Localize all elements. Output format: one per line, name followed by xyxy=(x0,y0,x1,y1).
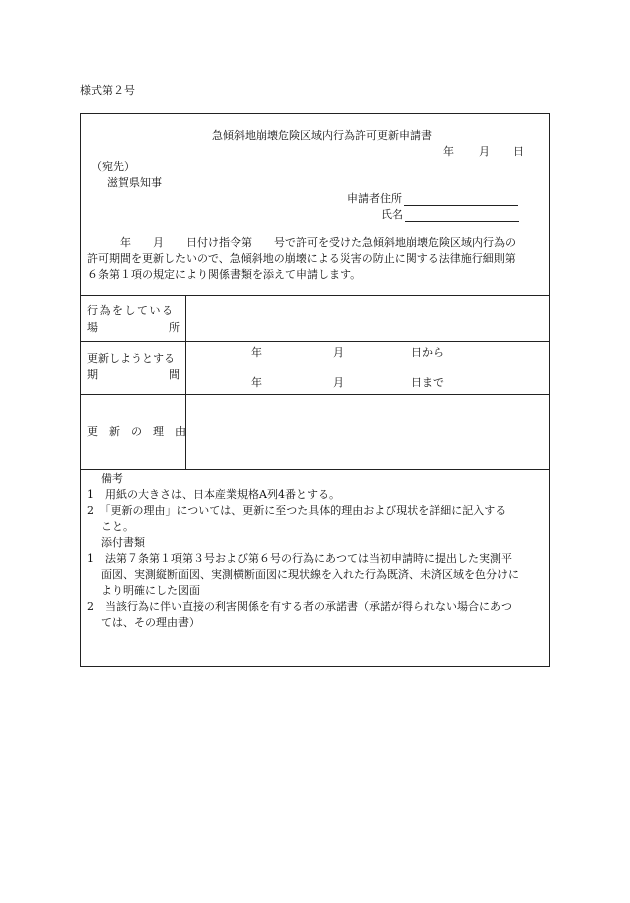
period-to-month: 月 xyxy=(333,376,344,389)
applicant-address[interactable] xyxy=(347,192,518,206)
intro-line-2: 許可期間を更新したいので、急傾斜地の崩壊による災害の防止に関する法律施行細則第 xyxy=(87,252,516,265)
attachments-heading: 添付書類 xyxy=(101,536,145,549)
application-form-frame xyxy=(80,113,550,667)
intro-paragraph xyxy=(87,235,545,283)
intro-line-3: ６条第１項の規定により関係書類を添えて申請します。 xyxy=(87,268,362,281)
date-month: 月 xyxy=(479,145,490,158)
period-from-month: 月 xyxy=(333,346,344,359)
applicant-name-line[interactable] xyxy=(405,209,519,222)
intro-line-1: 年 月 日付け指令第 号で許可を受けた急傾斜地崩壊危険区域内行為の xyxy=(87,236,516,249)
remarks-item-1: 1 用紙の大きさは、日本産業規格A列4番とする。 xyxy=(87,488,340,501)
divider-line xyxy=(81,341,549,342)
addressee-prefix: （宛先） xyxy=(91,160,135,173)
remarks-heading: 備考 xyxy=(101,472,123,485)
applicant-name-label: 氏名 xyxy=(381,208,403,221)
attachment-1-line2: 面図、実測縦断面図、実測横断面図に現状線を入れた行為既済、未済区域を色分けに xyxy=(101,568,519,581)
applicant-name[interactable] xyxy=(381,208,519,222)
period-to-day: 日まで xyxy=(411,376,444,389)
place-label-line1: 行為をしている xyxy=(87,304,175,317)
divider-line xyxy=(81,469,549,470)
form-title: 急傾斜地崩壊危険区域内行為許可更新申請書 xyxy=(212,129,432,142)
addressee-name: 滋賀県知事 xyxy=(107,176,162,189)
attachment-2-line1: 2 当該行為に伴い直接の利害関係を有する者の承諾書（承諾が得られない場合にあつ xyxy=(87,600,512,613)
applicant-address-label: 申請者住所 xyxy=(347,192,402,205)
place-input[interactable] xyxy=(186,296,550,340)
date-day: 日 xyxy=(513,145,524,158)
period-label-line1: 更新しようとする xyxy=(87,352,175,365)
period-label-line2a: 期 xyxy=(87,368,98,381)
place-label-line2a: 場 xyxy=(87,321,98,334)
date-year: 年 xyxy=(443,145,454,158)
form-number-label: 様式第２号 xyxy=(80,84,135,97)
applicant-address-line[interactable] xyxy=(404,193,518,206)
attachment-1-line1: 1 法第７条第１項第３号および第６号の行為にあつては当初申請時に提出した実測平 xyxy=(87,552,512,565)
period-label-line2b: 間 xyxy=(169,368,180,381)
place-label-line2b: 所 xyxy=(169,321,180,334)
period-from-day: 日から xyxy=(411,346,444,359)
period-to-year: 年 xyxy=(251,376,262,389)
remarks-item-2-line2: こと。 xyxy=(101,520,134,533)
reason-input[interactable] xyxy=(186,395,550,468)
attachment-1-line3: より明確にした図面 xyxy=(101,584,200,597)
remarks-item-2-line1: 2 「更新の理由」については、更新に至つた具体的理由および現状を詳細に記入する xyxy=(87,504,507,517)
period-from-year: 年 xyxy=(251,346,262,359)
attachment-2-line2: ては、その理由書） xyxy=(101,616,200,629)
reason-label: 更 新 の 理 由 xyxy=(87,425,186,438)
